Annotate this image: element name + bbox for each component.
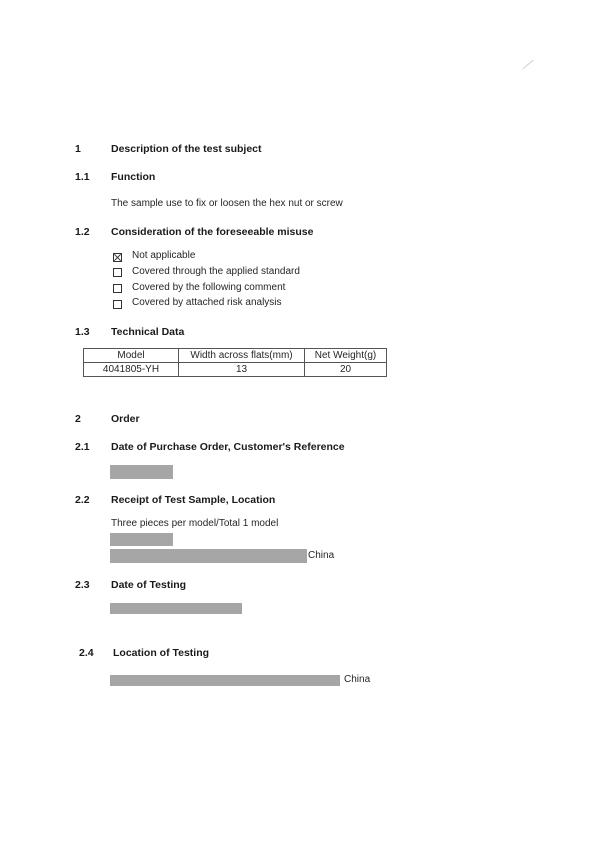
section-2-1-title: Date of Purchase Order, Customer's Reference [111,441,345,453]
section-2-number: 2 [75,413,81,425]
section-1-1-number: 1.1 [75,171,90,183]
checkbox-applied-standard [113,268,122,277]
section-1-2-number: 1.2 [75,226,90,238]
section-1-3-number: 1.3 [75,326,90,338]
table-row [84,363,387,377]
table-header-row [84,349,387,363]
option-label-risk-analysis: Covered by attached risk analysis [132,297,282,308]
section-2-2-number: 2.2 [75,494,90,506]
redacted-receipt-location [110,549,307,563]
table-header-model: Model [84,349,179,363]
checkbox-following-comment [113,284,122,293]
checkbox-risk-analysis [113,300,122,309]
section-1-1-title: Function [111,171,156,183]
checkbox-not-applicable [113,253,122,262]
testing-location-suffix: China [344,674,371,685]
section-2-3-number: 2.3 [75,579,90,591]
table-header-width: Width across flats(mm) [179,349,305,363]
redacted-reference [110,465,173,479]
receipt-location-suffix: China [308,550,335,561]
section-1-title: Description of the test subject [111,143,262,155]
section-2-1-number: 2.1 [75,441,90,453]
section-1-2-title: Consideration of the foreseeable misuse [111,226,314,238]
section-2-4-title: Location of Testing [113,647,210,659]
section-1-number: 1 [75,143,81,155]
redacted-testing-location [110,675,340,686]
section-1-3-title: Technical Data [111,326,185,338]
option-label-not-applicable: Not applicable [132,250,196,261]
section-2-2-title: Receipt of Test Sample, Location [111,494,276,506]
section-2-4-number: 2.4 [79,647,94,659]
table-header-weight: Net Weight(g) [305,349,387,363]
receipt-text: Three pieces per model/Total 1 model [111,518,279,529]
table-cell-weight: 20 [305,363,387,377]
scan-artifact [522,60,533,70]
table-cell-width: 13 [179,363,305,377]
function-text: The sample use to fix or loosen the hex nut or screw [111,198,343,209]
section-2-3-title: Date of Testing [111,579,187,591]
table-cell-model: 4041805-YH [84,363,179,377]
option-label-following-comment: Covered by the following comment [132,282,286,293]
redacted-receipt-date [110,533,173,546]
section-2-title: Order [111,413,140,425]
redacted-testing-date [110,603,242,614]
option-label-applied-standard: Covered through the applied standard [132,266,300,277]
technical-data-table [83,348,387,377]
